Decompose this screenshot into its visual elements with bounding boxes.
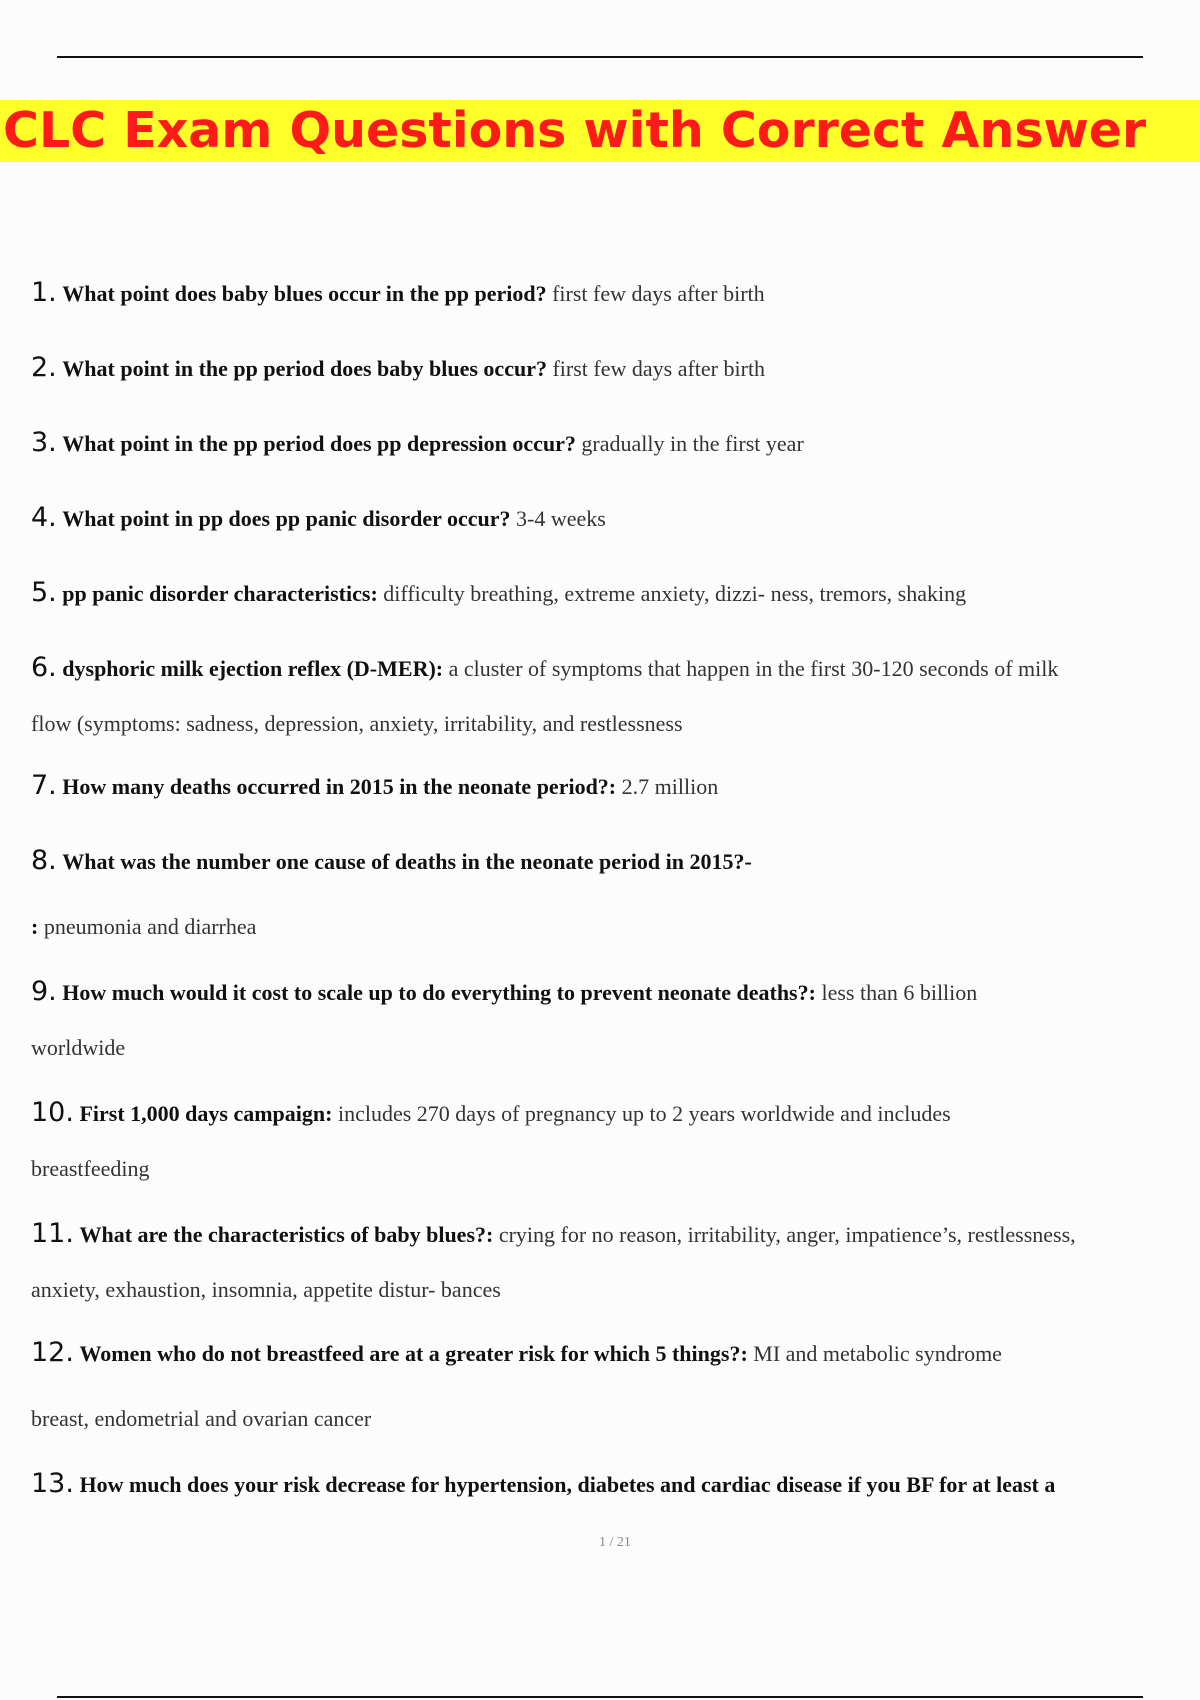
question-text: dysphoric milk ejection reflex (D-MER): bbox=[62, 656, 444, 681]
answer-text: difficulty breathing, extreme anxiety, dizzi- ness, tremors, shaking bbox=[377, 581, 967, 606]
answer-text: less than 6 billion bbox=[815, 980, 978, 1005]
answer-text: gradually in the first year bbox=[575, 431, 804, 456]
item-number: 12. bbox=[31, 1337, 74, 1368]
item-number: 1. bbox=[31, 277, 57, 308]
question-text: What point in the pp period does pp depression occur? bbox=[62, 431, 576, 456]
qa-item-10 bbox=[31, 1085, 1181, 1142]
question-text: How many deaths occurred in 2015 in the neonate period?: bbox=[62, 774, 617, 799]
question-text: What point in the pp period does baby blues occur? bbox=[62, 356, 547, 381]
qa-item-1 bbox=[31, 265, 1181, 322]
footer-rule bbox=[57, 1696, 1143, 1698]
item-number: 2. bbox=[31, 352, 57, 383]
answer-text: crying for no reason, irritability, anger, impatience’s, restlessness, bbox=[493, 1222, 1076, 1247]
qa-item-11 bbox=[31, 1206, 1181, 1263]
answer-text: includes 270 days of pregnancy up to 2 years worldwide and includes bbox=[332, 1101, 951, 1126]
question-text: How much does your risk decrease for hypertension, diabetes and cardiac disease if you BF for at least a bbox=[79, 1472, 1056, 1497]
qa-item-9 bbox=[31, 964, 1181, 1021]
question-text: pp panic disorder characteristics: bbox=[62, 581, 378, 606]
qa-item-6 bbox=[31, 640, 1181, 697]
answer-text: first few days after birth bbox=[546, 356, 766, 381]
answer-colon: : bbox=[31, 914, 39, 939]
qa-item-7 bbox=[31, 758, 1181, 815]
answer-text: a cluster of symptoms that happen in the first 30-120 seconds of milk bbox=[443, 656, 1059, 681]
answer-continuation: worldwide bbox=[31, 1035, 126, 1060]
question-text: Women who do not breastfeed are at a greater risk for which 5 things?: bbox=[79, 1341, 748, 1366]
question-text: First 1,000 days campaign: bbox=[79, 1101, 333, 1126]
item-number: 3. bbox=[31, 427, 57, 458]
item-number: 7. bbox=[31, 770, 57, 801]
answer-text: 3-4 weeks bbox=[510, 506, 606, 531]
qa-item-13 bbox=[31, 1456, 1191, 1513]
page-indicator: 1 / 21 bbox=[599, 1535, 631, 1550]
answer-continuation: breastfeeding bbox=[31, 1156, 150, 1181]
header-rule bbox=[57, 56, 1143, 58]
item-number: 9. bbox=[31, 976, 57, 1007]
question-text: How much would it cost to scale up to do everything to prevent neonate deaths?: bbox=[62, 980, 816, 1005]
item-number: 5. bbox=[31, 577, 57, 608]
item-number: 6. bbox=[31, 652, 57, 683]
answer-text: pneumonia and diarrhea bbox=[38, 914, 257, 939]
answer-text: 2.7 million bbox=[616, 774, 719, 799]
item-number: 10. bbox=[31, 1097, 74, 1128]
item-number: 11. bbox=[31, 1218, 74, 1249]
question-text: What point does baby blues occur in the pp period? bbox=[62, 281, 547, 306]
answer-continuation: flow (symptoms: sadness, depression, anxiety, irritability, and restlessness bbox=[31, 711, 683, 736]
qa-item-8 bbox=[31, 833, 1181, 890]
qa-item-12 bbox=[31, 1325, 1181, 1382]
answer-continuation: anxiety, exhaustion, insomnia, appetite distur- bances bbox=[31, 1277, 501, 1302]
answer-text: MI and metabolic syndrome bbox=[747, 1341, 1002, 1366]
answer-continuation bbox=[31, 899, 256, 955]
answer-text: first few days after birth bbox=[546, 281, 765, 306]
item-number: 4. bbox=[31, 502, 57, 533]
qa-item-3 bbox=[31, 415, 1181, 472]
qa-item-5 bbox=[31, 565, 1181, 622]
question-text: What point in pp does pp panic disorder occur? bbox=[62, 506, 511, 531]
document-title: CLC Exam Questions with Correct Answer bbox=[0, 100, 1200, 162]
qa-item-2 bbox=[31, 340, 1181, 397]
answer-continuation: breast, endometrial and ovarian cancer bbox=[31, 1406, 372, 1431]
item-number: 8. bbox=[31, 845, 57, 876]
qa-item-4 bbox=[31, 490, 1181, 547]
question-text: What are the characteristics of baby blues?: bbox=[79, 1222, 494, 1247]
question-text: What was the number one cause of deaths in the neonate period in 2015?- bbox=[62, 849, 752, 874]
item-number: 13. bbox=[31, 1468, 74, 1499]
